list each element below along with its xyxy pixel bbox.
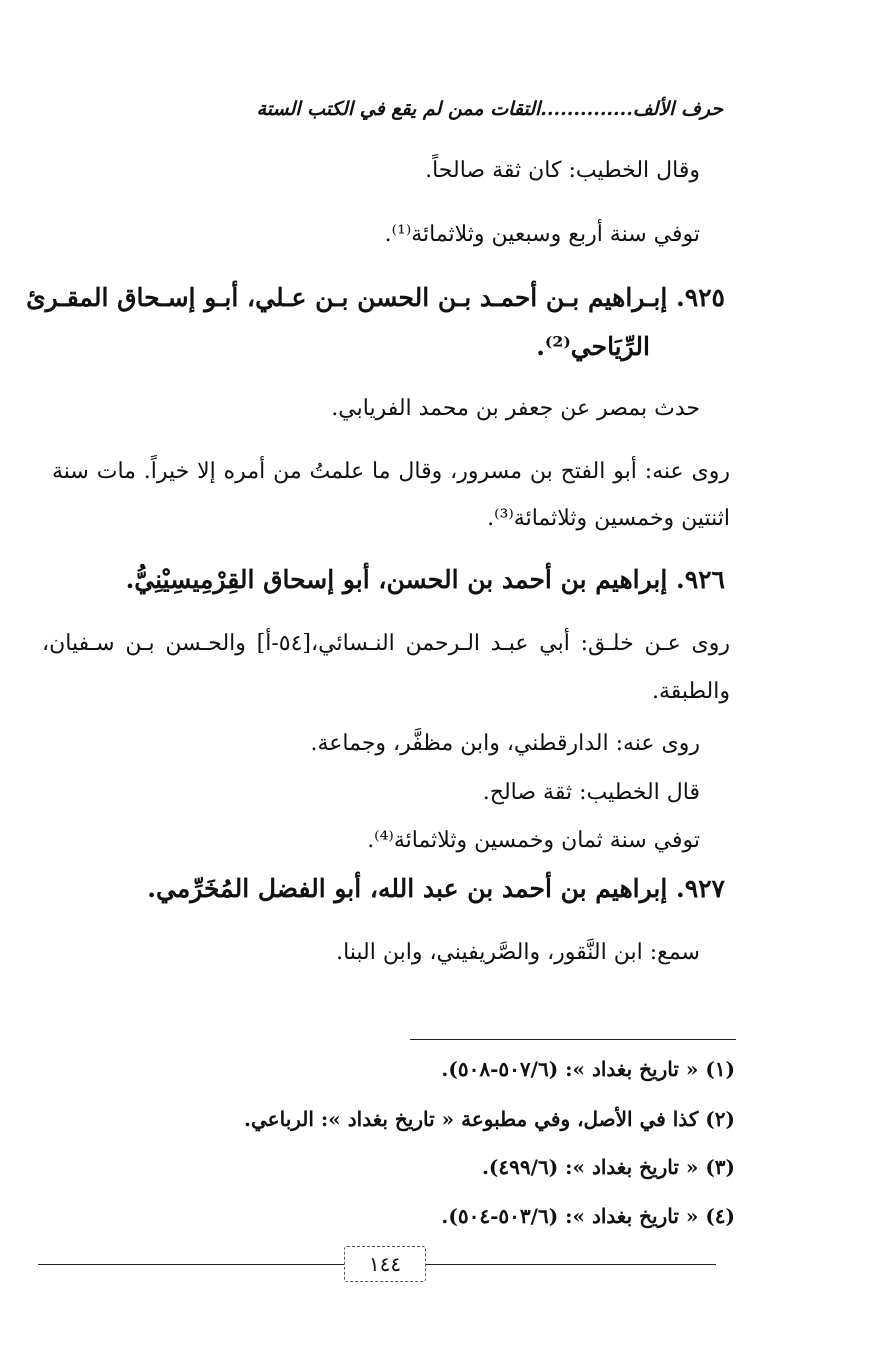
entry-heading-926: ٩٢٦. إبراهيم بن أحمد بن الحسن، أبو إسحاق القِرْمِيسِيْنِيُّ.: [125, 565, 725, 594]
bottom-rule-right: [426, 1264, 716, 1265]
text-line: توفي سنة أربع وسبعين وثلاثمائة⁽¹⁾.: [384, 222, 700, 247]
text-line: روى عـن خلـق: أبي عبـد الـرحمن النـسائي،[٥٤-أ] والحـسن بـن سـفيان،: [42, 631, 730, 656]
text-line: روى عنه: أبو الفتح بن مسرور، وقال ما علمتُ من أمره إلا خيراً. مات سنة: [52, 459, 730, 484]
footnote-1: (١) « تاريخ بغداد »: (٥٠٧/٦-٥٠٨).: [441, 1057, 735, 1081]
page-number: ١٤٤: [344, 1246, 426, 1282]
text-line: توفي سنة ثمان وخمسين وثلاثمائة⁽⁴⁾.: [367, 828, 700, 853]
text-line: والطبقة.: [651, 679, 730, 704]
text-line: وقال الخطيب: كان ثقة صالحاً.: [425, 158, 700, 183]
text-line: اثنتين وخمسين وثلاثمائة⁽³⁾.: [487, 506, 730, 531]
entry-heading-927: ٩٢٧. إبراهيم بن أحمد بن عبد الله، أبو الفضل المُخَرِّمي.: [147, 874, 725, 903]
text-line: قال الخطيب: ثقة صالح.: [482, 780, 700, 805]
text-line: حدث بمصر عن جعفر بن محمد الفريابي.: [331, 396, 700, 421]
footnote-separator: [410, 1039, 736, 1040]
footnote-2: (٢) كذا في الأصل، وفي مطبوعة « تاريخ بغداد »: الرباعي.: [244, 1107, 735, 1131]
running-header: حرف الألف..............التقات ممن لم يقع في الكتب الستة: [256, 98, 723, 120]
text-line: سمع: ابن النَّقور، والصَّريفيني، وابن البنا.: [336, 940, 700, 965]
footnote-3: (٣) « تاريخ بغداد »: (٤٩٩/٦).: [481, 1155, 735, 1179]
text-line: روى عنه: الدارقطني، وابن مظفَّر، وجماعة.: [310, 731, 700, 756]
entry-heading-925-cont: الرِّيَاحي⁽²⁾.: [536, 332, 650, 361]
bottom-rule-left: [38, 1264, 344, 1265]
entry-heading-925: ٩٢٥. إبـراهيم بـن أحمـد بـن الحسن بـن عـلي، أبـو إسـحاق المقـرئ: [26, 283, 725, 312]
footnote-4: (٤) « تاريخ بغداد »: (٥٠٣/٦-٥٠٤).: [441, 1204, 735, 1228]
